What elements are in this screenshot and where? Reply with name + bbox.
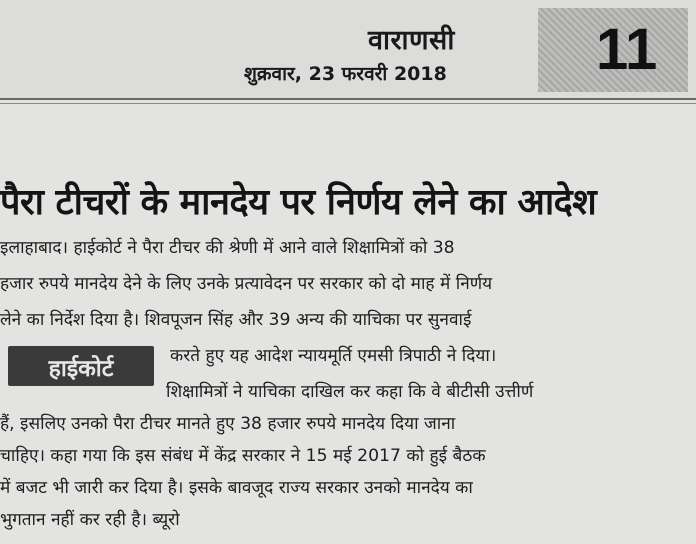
article-headline: पैरा टीचरों के मानदेय पर निर्णय लेने का आदेश: [0, 182, 597, 223]
article-line: लेने का निर्देश दिया है। शिवपूजन सिंह और 39 अन्य की याचिका पर सुनवाई: [0, 310, 472, 330]
city-name: वाराणसी: [368, 25, 455, 56]
article-line: हैं, इसलिए उनको पैरा टीचर मानते हुए 38 हजार रुपये मानदेय दिया जाना: [0, 414, 456, 434]
article-line: शिक्षामित्रों ने याचिका दाखिल कर कहा कि वे बीटीसी उत्तीर्ण: [166, 382, 534, 402]
section-badge: [8, 346, 154, 386]
edition-date: शुक्रवार, 23 फरवरी 2018: [244, 63, 447, 85]
page-header: [0, 0, 696, 100]
article-line: इलाहाबाद। हाईकोर्ट ने पैरा टीचर की श्रेणी में आने वाले शिक्षामित्रों को 38: [0, 238, 455, 258]
page-number: 11: [596, 17, 658, 82]
article-line: हजार रुपये मानदेय देने के लिए उनके प्रत्यावेदन पर सरकार को दो माह में निर्णय: [0, 274, 493, 294]
article-line: चाहिए। कहा गया कि इस संबंध में केंद्र सरकार ने 15 मई 2017 को हुई बैठक: [0, 446, 486, 466]
section-badge-label: हाईकोर्ट: [48, 356, 114, 382]
article-line: भुगतान नहीं कर रही है। ब्यूरो: [0, 510, 180, 530]
article-line: में बजट भी जारी कर दिया है। इसके बावजूद राज्य सरकार उनको मानदेय का: [0, 478, 473, 498]
article-line: करते हुए यह आदेश न्यायमूर्ति एमसी त्रिपाठी ने दिया।: [170, 346, 497, 366]
